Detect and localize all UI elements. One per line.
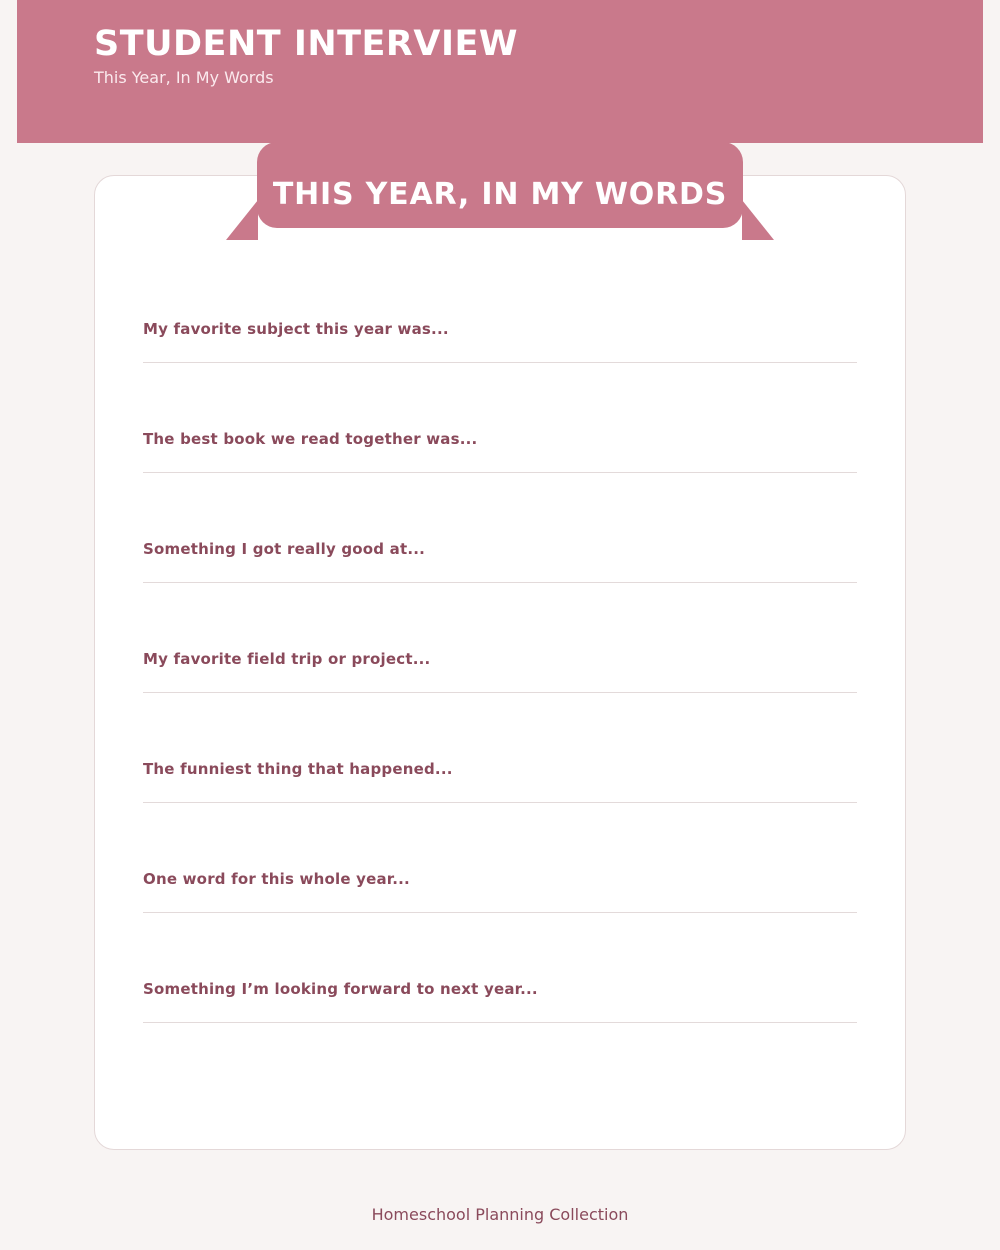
answer-field-favorite-subject[interactable] xyxy=(143,362,857,363)
prompt-label: The best book we read together was... xyxy=(143,430,478,448)
prompt-one-word xyxy=(143,870,857,888)
footer-text: Homeschool Planning Collection xyxy=(371,1205,629,1224)
prompt-label: Something I’m looking forward to next year... xyxy=(143,980,538,998)
prompt-label: My favorite field trip or project... xyxy=(143,650,431,668)
prompt-label: Something I got really good at... xyxy=(143,540,426,558)
answer-field-got-good-at[interactable] xyxy=(143,582,857,583)
prompt-field-trip xyxy=(143,650,857,668)
answer-field-next-year[interactable] xyxy=(143,1022,857,1023)
page-title: STUDENT INTERVIEW xyxy=(94,24,518,64)
header-band xyxy=(17,0,983,143)
prompt-label: My favorite subject this year was... xyxy=(143,320,449,338)
prompt-favorite-subject xyxy=(143,320,857,338)
ribbon-tail-left xyxy=(226,200,258,240)
section-ribbon xyxy=(257,142,743,228)
prompt-funniest-thing xyxy=(143,760,857,778)
prompt-label: The funniest thing that happened... xyxy=(143,760,453,778)
page-subtitle: This Year, In My Words xyxy=(94,68,274,87)
answer-field-field-trip[interactable] xyxy=(143,692,857,693)
prompt-label: One word for this whole year... xyxy=(143,870,410,888)
prompt-got-good-at xyxy=(143,540,857,558)
ribbon-tail-right xyxy=(742,200,774,240)
answer-field-funniest-thing[interactable] xyxy=(143,802,857,803)
section-title: THIS YEAR, IN MY WORDS xyxy=(272,176,728,212)
answer-field-best-book[interactable] xyxy=(143,472,857,473)
prompt-best-book xyxy=(143,430,857,448)
prompt-next-year xyxy=(143,980,857,998)
answer-field-one-word[interactable] xyxy=(143,912,857,913)
